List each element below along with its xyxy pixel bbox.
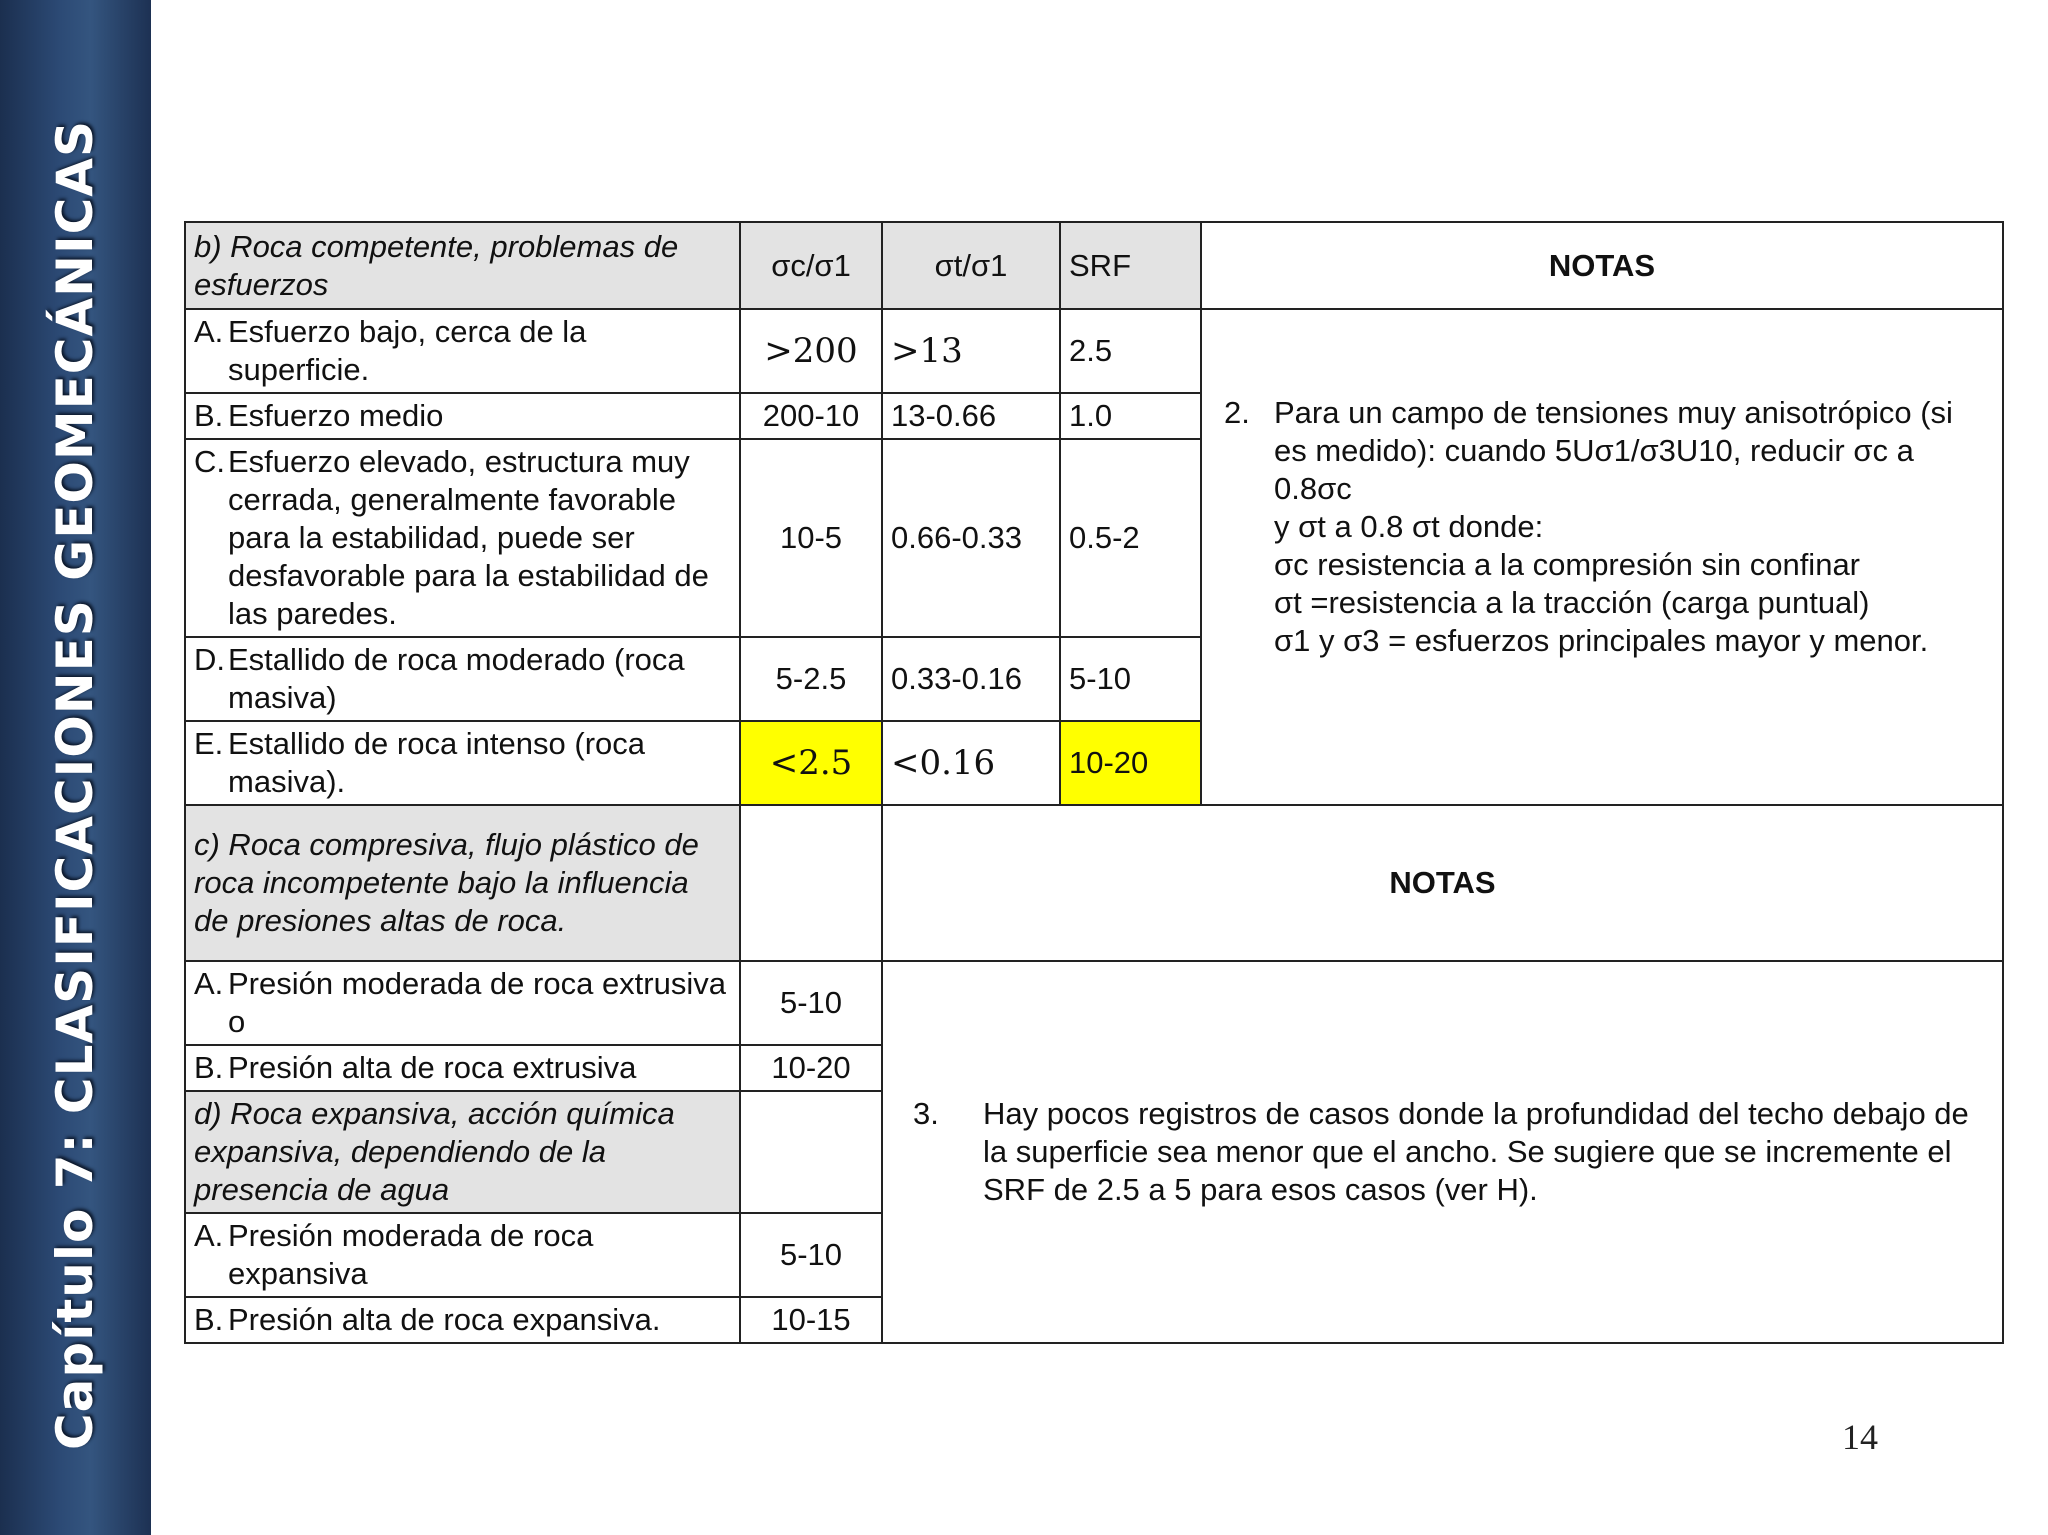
table-row-label: E. Estallido de roca intenso (roca masiva). [185,721,740,805]
highlighted-cell: 10-20 [1060,721,1201,805]
table-row-label: A. Esfuerzo bajo, cerca de la superficie. [185,309,740,393]
table-row-label: A. Presión moderada de roca extrusiva o [185,961,740,1045]
table-row-label: A. Presión moderada de roca expansiva [185,1213,740,1297]
section-d-header: d) Roca expansiva, acción química expansiva, dependiendo de la presencia de agua [185,1091,740,1213]
srf-table [184,221,2004,1344]
table-cell: 0.33-0.16 [882,637,1060,721]
table-cell: >13 [882,309,1060,393]
chapter-title: Capítulo 7: CLASIFICACIONES GEOMECÁNICAS [46,119,104,1451]
table-cell: 5-2.5 [740,637,882,721]
empty-cell [740,805,882,961]
table-cell: 10-15 [740,1297,882,1343]
note-3: 3. Hay pocos registros de casos donde la profundidad del techo debajo de la superficie sea menor que el ancho. Se sugiere que se incremente el SRF de 2.5 a 5 para esos casos (ver H). [882,961,2003,1343]
table-cell: 2.5 [1060,309,1201,393]
table-cell: <0.16 [882,721,1060,805]
table-row-label: D. Estallido de roca moderado (roca masiva) [185,637,740,721]
table-row-label: B. Presión alta de roca expansiva. [185,1297,740,1343]
table-cell: 13-0.66 [882,393,1060,439]
table-cell: 1.0 [1060,393,1201,439]
table-cell: >200 [740,309,882,393]
col-header-srf: SRF [1060,222,1201,309]
table-cell: 200-10 [740,393,882,439]
col-header-sigma-c: σc/σ1 [740,222,882,309]
page-number: 14 [1842,1417,1878,1457]
table-row-label: B. Esfuerzo medio [185,393,740,439]
table-row-label: B. Presión alta de roca extrusiva [185,1045,740,1091]
notas-header: NOTAS [882,805,2003,961]
section-b-header: b) Roca competente, problemas de esfuerzos [185,222,740,309]
highlighted-cell: <2.5 [740,721,882,805]
table-cell: 5-10 [740,1213,882,1297]
table-cell: 0.66-0.33 [882,439,1060,637]
table-cell: 5-10 [740,961,882,1045]
table-cell: 10-5 [740,439,882,637]
section-c-header: c) Roca compresiva, flujo plástico de roca incompetente bajo la influencia de presiones altas de roca. [185,805,740,961]
col-header-sigma-t: σt/σ1 [882,222,1060,309]
table-cell: 10-20 [740,1045,882,1091]
notas-header: NOTAS [1201,222,2003,309]
note-2: 2. Para un campo de tensiones muy anisotrópico (si es medido): cuando 5Uσ1/σ3U10, reducir σc a 0.8σc y σt a 0.8 σt donde: σc resistencia a la compresión sin confinar σt =resistencia a la tracción (carga puntual) σ1 y σ3 = esfuerzos principales mayor y menor. [1201,309,2003,805]
table-cell: 0.5-2 [1060,439,1201,637]
table-cell: 5-10 [1060,637,1201,721]
sidebar [0,0,151,1535]
table-row-label: C. Esfuerzo elevado, estructura muy cerrada, generalmente favorable para la estabilidad, puede ser desfavorable para la estabilidad de las paredes. [185,439,740,637]
empty-cell [740,1091,882,1213]
